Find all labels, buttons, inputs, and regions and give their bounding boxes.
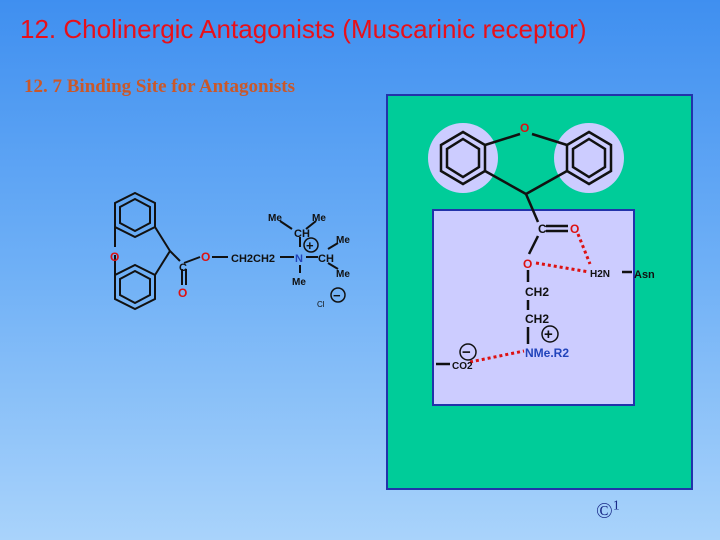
ring-bond-right-top [155,227,170,251]
right-ring-halo [554,123,624,193]
site-c-carbonyl: C [538,222,547,236]
site-plus-sign: + [544,326,553,343]
site-nmer2: NMe.R2 [525,346,570,360]
left-ch-top: CH [294,228,310,240]
left-plus-sign: + [306,238,314,253]
site-o-carbonyl: O [570,222,580,236]
left-minus-sign: − [333,288,341,303]
binding-site-diagram [386,94,693,490]
site-h2n: H2N [590,269,611,280]
copyright-footer [596,498,620,524]
left-c-carbonyl: C [179,262,187,274]
site-ch2-b: CH2 [525,312,550,326]
left-me-top1: Me [268,213,282,224]
slide-title: 12. Cholinergic Antagonists (Muscarinic receptor) [20,14,587,44]
left-me-bottom: Me [292,277,306,288]
site-plus-charge [542,326,558,343]
left-minus-charge [331,288,345,303]
site-minus-sign: − [462,344,471,361]
bridge-c-right [526,171,567,194]
bond-c-o-ester [529,236,538,254]
bottom-benzene-inner [120,271,150,303]
top-benzene-inner [120,199,150,231]
site-co2: CO2 [452,361,473,372]
site-minus-charge [460,344,476,361]
bond-to-c-carbonyl [526,194,538,222]
antagonist-structure [100,185,370,325]
xanthene-rings [115,193,338,309]
left-ring-halo [428,123,498,193]
left-counter-ion: Cl [317,300,325,309]
left-chain: CH2CH2 [231,253,276,265]
slide-subtitle: 12. 7 Binding Site for Antagonists [24,76,295,97]
left-ch-right: CH [318,253,334,265]
left-o-ester: O [201,250,211,264]
left-me-right1: Me [336,235,350,246]
ring-bond-right-bottom [155,251,170,275]
left-o-carbonyl: O [178,286,188,300]
left-me-top2: Me [312,213,326,224]
site-o-ring: O [520,121,530,135]
ionic-co2-n [470,351,524,362]
bridge-c-left [485,171,526,194]
left-o-ring: O [110,250,120,264]
left-me-right2: Me [336,269,350,280]
bond-to-carbonyl [170,251,180,261]
left-n: N [295,253,303,265]
site-asn: Asn [634,269,655,281]
hbond-carbonyl-asn [578,234,590,264]
site-o-ester: O [523,257,533,271]
copyright-symbol: © [596,498,613,523]
left-plus-charge [304,238,318,253]
page-number: 1 [612,498,620,514]
hbond-ester-asn [536,263,589,272]
site-ch2-a: CH2 [525,285,550,299]
